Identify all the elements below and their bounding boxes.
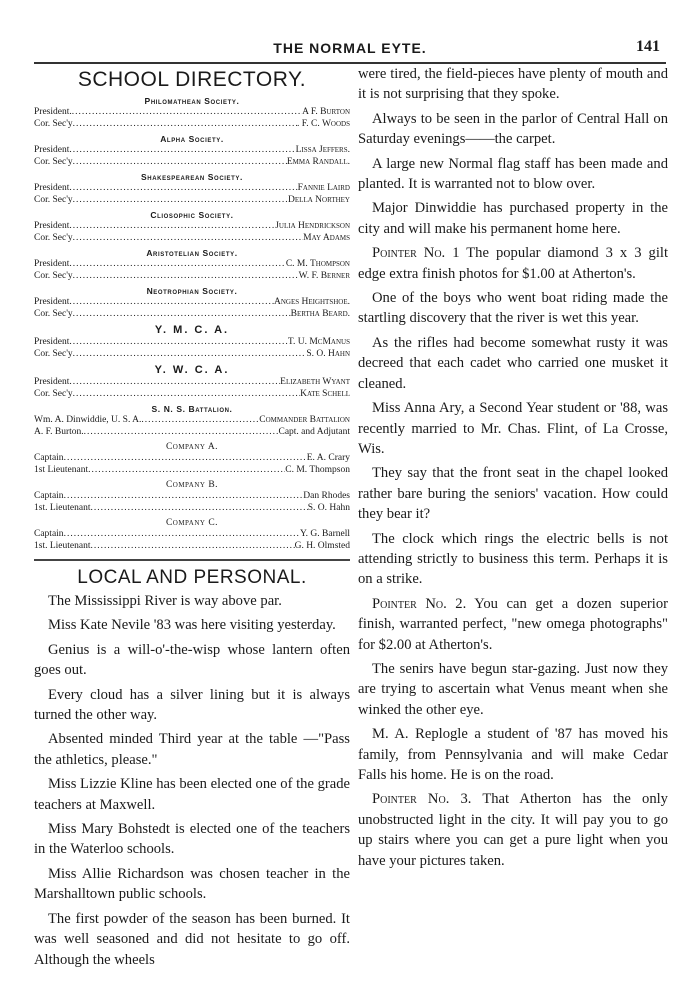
- dot-leader: [69, 183, 297, 195]
- paragraph-text: The popular diamond 3 x 3 gilt edge extra finish photos for $1.00 at Atherton's.: [358, 245, 669, 282]
- directory-section-heading: Company A.: [165, 442, 219, 452]
- directory-entry: [34, 389, 350, 401]
- paragraph: [358, 198, 668, 239]
- entry-role: President: [34, 259, 70, 269]
- paragraph: Miss Kate Nevile '83 was here visiting yesterday.: [48, 617, 336, 634]
- entry-role: President: [34, 377, 70, 387]
- entry-role: Cor. Sec'y: [34, 232, 73, 243]
- entry-name: Anges Heightshoe.: [273, 297, 350, 307]
- pointer-lead: Pointer No. 2.: [372, 595, 467, 612]
- dot-leader: [64, 491, 304, 503]
- paragraph-text: As the rifles had become somewhat rusty it was decreed that each cadet who carried one musket it cleaned.: [358, 334, 668, 392]
- paragraph-text: One of the boys who went boat riding made the startling discovery that the river is wet this year.: [358, 290, 668, 327]
- newspaper-title: THE NORMAL EYTE.: [273, 40, 427, 56]
- paragraph: Every cloud has a silver lining but it is always turned the other way.: [34, 686, 350, 724]
- entry-role: 1st. Lieutenant: [34, 502, 91, 513]
- dot-leader: [73, 271, 299, 283]
- directory-entry: [34, 541, 350, 553]
- directory-entry: [34, 529, 350, 541]
- paragraph-text: A large new Normal flag staff has been made and planted. It is warranted not to blow over.: [358, 155, 668, 193]
- paragraph: [358, 463, 668, 524]
- paragraph: Absented minded Third year at the table —"Pass the athletics, please.": [34, 731, 350, 768]
- entry-role: President: [34, 183, 70, 193]
- dot-leader: [73, 389, 300, 401]
- entry-name: Julia Hendrickson: [275, 221, 350, 231]
- paragraph-text: Miss Anna Ary, a Second Year student or '88, was recently married to Mr. Chas. Flint, of La Crosse, Wis.: [358, 400, 668, 457]
- entry-role: Cor. Sec'y: [34, 118, 73, 129]
- directory-entry: [34, 233, 350, 245]
- section-divider: [34, 559, 350, 561]
- dot-leader: [69, 337, 288, 349]
- paragraph: [358, 288, 668, 329]
- entry-name: May Adams: [303, 232, 350, 243]
- entry-role: Cor. Sec'y: [34, 194, 73, 205]
- directory-entry: [34, 221, 350, 233]
- entry-role: Captain: [34, 491, 64, 501]
- dot-leader: [69, 377, 280, 389]
- pointer-lead: Pointer No. 1: [372, 245, 460, 262]
- entry-name: Lissa Jeffers.: [295, 145, 350, 155]
- paragraph: [358, 154, 668, 195]
- entry-role: Wm. A. Dinwiddie, U. S. A.: [34, 415, 142, 425]
- paragraph: [358, 109, 668, 150]
- dot-leader: [69, 259, 285, 271]
- entry-name: C. M. Thompson: [285, 259, 350, 269]
- local-right-text: [358, 64, 668, 871]
- page-number: 141: [636, 38, 660, 55]
- dot-leader: [88, 465, 285, 477]
- directory-entry: [34, 297, 350, 309]
- paragraph-text: Always to be seen in the parlor of Central Hall on Saturday evenings——the carpet.: [358, 110, 668, 148]
- entry-role: Cor. Sec'y: [34, 388, 73, 399]
- left-column: [34, 66, 350, 974]
- directory-entry: [34, 157, 350, 169]
- directory-entry: [34, 119, 350, 131]
- directory-section-heading: Company B.: [165, 480, 219, 490]
- directory-section-heading: Company C.: [165, 518, 219, 528]
- directory-entry: [34, 337, 350, 349]
- entry-name: Elizabeth Wyant: [280, 377, 350, 387]
- paragraph-text: The clock which rings the electric bells is not attending strictly to business this term. Perhaps it is on a strike.: [358, 530, 668, 588]
- dot-leader: [73, 157, 287, 169]
- directory-section-heading: Y. M. C. A.: [154, 324, 230, 336]
- entry-role: Cor. Sec'y: [34, 308, 73, 319]
- directory-section-heading: Neotrophian Society.: [146, 286, 238, 296]
- entry-role: President: [34, 221, 70, 231]
- entry-name: Fannie Laird: [297, 183, 350, 193]
- paragraph: [358, 724, 668, 785]
- paragraph: Genius is a will-o'-the-wisp whose lantern often goes out.: [34, 641, 350, 679]
- entry-role: President: [34, 337, 70, 347]
- entry-name: E. A. Crary: [306, 453, 350, 463]
- entry-name: Della Northey: [288, 194, 350, 205]
- entry-name: Y. G. Barnell: [300, 529, 350, 539]
- paragraph: [358, 659, 668, 720]
- directory-entry: [34, 107, 350, 119]
- paragraph: [358, 333, 668, 394]
- paragraph-text: You can get a dozen superior finish, warranted perfect, "new omega photographs" for $2.00 at Atherton's.: [358, 595, 668, 653]
- directory-section-heading: Alpha Society.: [160, 134, 224, 144]
- entry-name: S. O. Hahn: [306, 348, 350, 359]
- dot-leader: [84, 427, 279, 439]
- directory-entry: [34, 503, 350, 515]
- entry-role: 1st Lieutenant: [34, 464, 89, 475]
- paragraph: Miss Mary Bohstedt is elected one of the teachers in the Waterloo schools.: [34, 821, 350, 858]
- entry-name: Capt. and Adjutant: [278, 426, 350, 437]
- dot-leader: [72, 107, 302, 119]
- entry-name: A F. Burton: [302, 107, 350, 117]
- entry-role: Cor. Sec'y: [34, 156, 73, 167]
- dot-leader: [73, 195, 288, 207]
- paragraph: [358, 64, 668, 105]
- paragraph: [358, 594, 668, 655]
- page-header: [34, 38, 666, 60]
- directory-entry: [34, 183, 350, 195]
- directory-section-heading: Shakespearean Society.: [141, 172, 243, 182]
- entry-role: A. F. Burton.: [34, 426, 84, 437]
- entry-name: Kate Schell: [300, 388, 350, 399]
- directory-section-heading: Cliosophic Society.: [150, 210, 234, 220]
- entry-name: G. H. Olmsted: [294, 540, 350, 551]
- entry-name: W. F. Berner: [298, 270, 350, 281]
- directory-entry: [34, 491, 350, 503]
- entry-name: S. O. Hahn: [307, 502, 350, 513]
- paragraph-text: were tired, the field-pieces have plenty of mouth and it is not surprising that they spoke.: [358, 66, 668, 103]
- local-title: LOCAL AND PERSONAL.: [77, 567, 307, 588]
- entry-role: President: [34, 297, 70, 307]
- entry-name: Bertha Beard.: [290, 308, 350, 319]
- entry-role: Cor. Sec'y: [34, 348, 73, 359]
- entry-name: T. U. McManus: [287, 337, 350, 347]
- dot-leader: [73, 309, 291, 321]
- paragraph-text: That Atherton has the only unobstructed light in the city. It will pay you to go up stairs where you can get a pure light when you have your pictures taken.: [358, 791, 668, 869]
- directory-section-heading: Aristotelian Society.: [146, 248, 238, 258]
- entry-role: Captain: [34, 529, 64, 539]
- directory-entry: [34, 349, 350, 361]
- dot-leader: [90, 503, 307, 515]
- dot-leader: [69, 297, 274, 309]
- paragraph-text: M. A. Replogle a student of '87 has moved his family, from Pennsylvania and will make Cedar Falls his home. He is on the road.: [358, 726, 668, 783]
- entry-role: President.: [34, 107, 72, 117]
- directory-entry: [34, 271, 350, 283]
- dot-leader: [73, 349, 307, 361]
- paragraph: [358, 529, 668, 590]
- dot-leader: [90, 541, 294, 553]
- paragraph: The first powder of the season has been burned. It was well seasoned and did not hesitate to go off. Although the wheels: [34, 910, 350, 968]
- paragraph: Miss Lizzie Kline has been elected one of the grade teachers at Maxwell.: [34, 776, 350, 813]
- directory-entry: [34, 453, 350, 465]
- paragraph-text: They say that the front seat in the chapel looked rather bare buring the seniors' vacation. How could they bear it?: [358, 465, 668, 523]
- dot-leader: [141, 415, 259, 427]
- entry-role: 1st. Lieutenant: [34, 540, 91, 551]
- paragraph: [358, 243, 668, 284]
- directory-list: [34, 96, 350, 552]
- paragraph: [358, 398, 668, 459]
- entry-name: . F. C. Woods: [297, 118, 350, 129]
- entry-role: Captain: [34, 453, 64, 463]
- directory-section-heading: Philomathean Society.: [144, 96, 240, 106]
- entry-role: Cor. Sec'y: [34, 270, 73, 281]
- directory-entry: [34, 427, 350, 439]
- dot-leader: [73, 233, 303, 245]
- directory-section-heading: S. N. S. Battalion.: [151, 404, 233, 414]
- paragraph: Miss Allie Richardson was chosen teacher in the Marshalltown public schools.: [34, 865, 350, 903]
- directory-entry: [34, 259, 350, 271]
- paragraph: [358, 789, 668, 871]
- paragraph-text: The senirs have begun star-gazing. Just now they are trying to ascertain what Venus meant when she winked the other eye.: [358, 660, 668, 718]
- dot-leader: [64, 453, 307, 465]
- directory-section-heading: Y. W. C. A.: [154, 364, 230, 376]
- right-column: [358, 64, 668, 875]
- directory-entry: [34, 195, 350, 207]
- dot-leader: [64, 529, 300, 541]
- directory-entry: [34, 465, 350, 477]
- dot-leader: [69, 221, 275, 233]
- paragraph-text: Major Dinwiddie has purchased property in the city and will make his permanent home here.: [358, 200, 668, 237]
- directory-entry: [34, 309, 350, 321]
- entry-name: Dan Rhodes: [303, 491, 350, 501]
- pointer-lead: Pointer No. 3.: [372, 791, 472, 808]
- directory-entry: [34, 415, 350, 427]
- dot-leader: [73, 119, 297, 131]
- entry-name: Commander Battalion: [259, 415, 350, 425]
- entry-name: Emma Randall.: [286, 156, 350, 167]
- entry-role: President: [34, 145, 70, 155]
- paragraph: The Mississippi River is way above par.: [48, 593, 282, 609]
- dot-leader: [69, 145, 295, 157]
- directory-entry: [34, 377, 350, 389]
- local-left-text: [34, 591, 350, 970]
- directory-entry: [34, 145, 350, 157]
- directory-title: SCHOOL DIRECTORY.: [77, 68, 307, 91]
- entry-name: C. M. Thompson: [285, 464, 350, 475]
